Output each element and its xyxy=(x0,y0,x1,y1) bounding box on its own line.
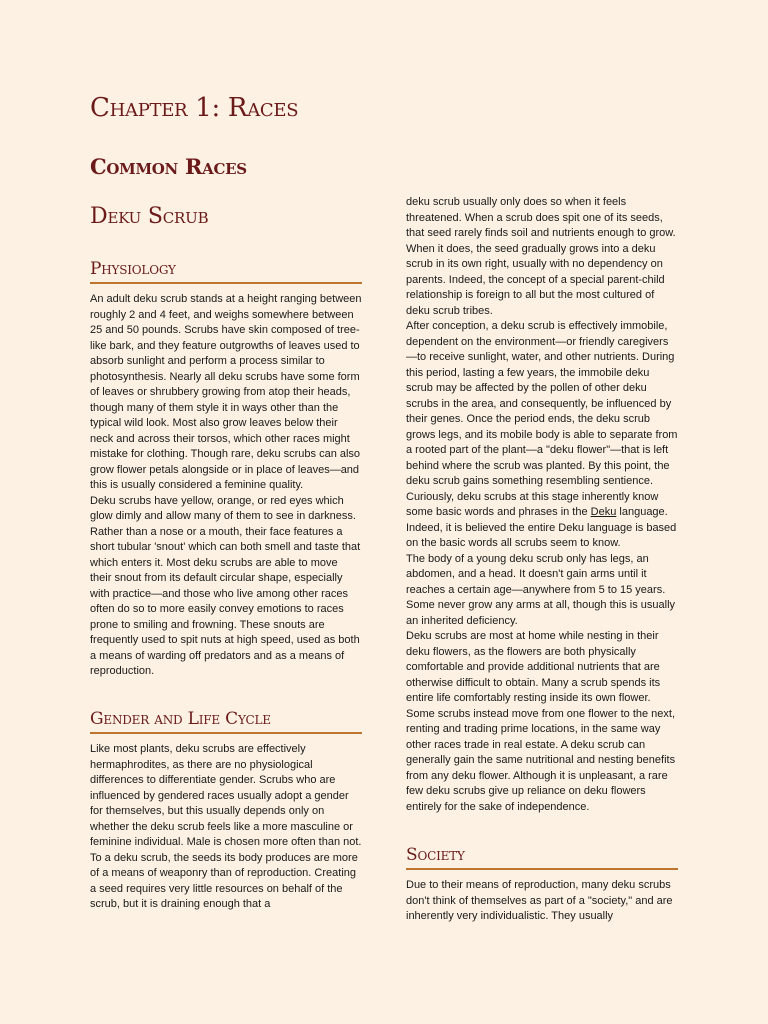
physiology-paragraph-2: Deku scrubs have yellow, orange, or red eyes which glow dimly and allow many of them to see in darkness. Rather than a nose or a mouth, their face features a short tubular 'snout' which can both smell and taste that which enters it. Most deku scrubs are able to move their snout from its default circular shape, especially with practice—and those who live among other races often do so to more easily convey emotions to races prone to smiling and frowning. These snouts are frequently used to spit nuts at high speed, used as both a means of warding off predators and as a means of reproduction. xyxy=(90,494,361,677)
race-title: Deku Scrub xyxy=(90,204,209,229)
chapter-title: Chapter 1: Races xyxy=(90,93,299,123)
gender-paragraph-2: To a deku scrub, the seeds its body produces are more of a means of weaponry than of reproduction. Creating a seed requires very little resources on behalf of the scrub, but it is draining enough that a xyxy=(90,851,358,910)
heading-physiology: Physiology xyxy=(90,259,362,284)
gender-paragraph-1: Like most plants, deku scrubs are effectively hermaphrodites, as there are no physiological differences to differentiate gender. Scrubs who are influenced by gendered races usually adopt a gender for themselves, but this usually depends only on whether the deku scrub feels like a more masculine or feminine individual. Male is chosen more often than not. xyxy=(90,743,362,848)
lifecycle-paragraph-3: deku scrub usually only does so when it feels threatened. When a scrub does spit one of its seeds, that seed rarely finds soil and nutrients enough to grow. When it does, the seed gradually grows into a deku scrub in its own right, usually with no dependency on parents. Indeed, the concept of a special parent-child relationship is foreign to all but the most cultured of deku scrub tribes. xyxy=(406,196,676,317)
section-title: Common Races xyxy=(90,154,247,179)
physiology-paragraph-1: An adult deku scrub stands at a height ranging between roughly 2 and 4 feet, and weighs somewhere between 25 and 50 pounds. Scrubs have skin composed of tree-like bark, and they feature outgrowths of leaves used to absorb sunlight and perform a process similar to photosynthesis. Nearly all deku scrubs have some form of leaves or shrubbery growing from atop their heads, though many of them style it in ways other than the typical wild look. Most also grow leaves below their neck and across their torsos, which other races might mistake for clothing. Though rare, deku scrubs can also grow flower petals alongside or in place of leaves—and this is usually considered a feminine quality. xyxy=(90,293,362,491)
society-text xyxy=(406,878,678,925)
society-paragraph-1: Due to their means of reproduction, many deku scrubs don't think of themselves as part of a "society," and are inherently very individualistic. They usually xyxy=(406,879,673,922)
heading-society: Society xyxy=(406,845,678,870)
deku-language-link[interactable]: Deku xyxy=(590,506,617,518)
heading-gender-life-cycle: Gender and Life Cycle xyxy=(90,709,362,734)
physiology-text xyxy=(90,292,362,680)
lifecycle-paragraph-5: The body of a young deku scrub only has legs, an abdomen, and a head. It doesn't gain arms until it reaches a certain age—anywhere from 5 to 15 years. Some never grow any arms at all, though this is usually an inherited deficiency. xyxy=(406,552,676,627)
gender-text xyxy=(90,742,362,913)
lifecycle-paragraph-4-start: After conception, a deku scrub is effectively immobile, dependent on the environment—or friendly caregivers—to receive sunlight, water, and other nutrients. During this period, lasting a few years, the immobile deku scrub may be affected by the pollen of other deku scrubs in the area, and consequently, be influenced by their genes. Once the period ends, the deku scrub grows legs, and its mobile body is able to separate from a rooted part of the plant—a "deku flower"—that is left behind where the scrub was planted. By this point, the deku scrub gains something resembling sentience. Curiously, deku scrubs at this stage inherently know some basic words and phrases in the xyxy=(406,320,678,518)
right-column-text xyxy=(406,195,678,815)
lifecycle-paragraph-4 xyxy=(406,319,678,552)
lifecycle-paragraph-6: Deku scrubs are most at home while nesting in their deku flowers, as the flowers are both physically comfortable and provide additional nutrients that are otherwise difficult to obtain. Many a scrub spends its entire life comfortably resting inside its own flower. Some scrubs instead move from one flower to the next, renting and trading prime locations, in the same way other races trade in real estate. A deku scrub can generally gain the same nutritional and nesting benefits from any deku flower. Although it is unpleasant, a rare few deku scrubs give up reliance on deku flowers entirely for the sake of independence. xyxy=(406,630,676,813)
lifecycle-paragraph-4-end: language. Indeed, it is believed the entire Deku language is based on the basic words all scrubs seem to know. xyxy=(406,506,677,549)
